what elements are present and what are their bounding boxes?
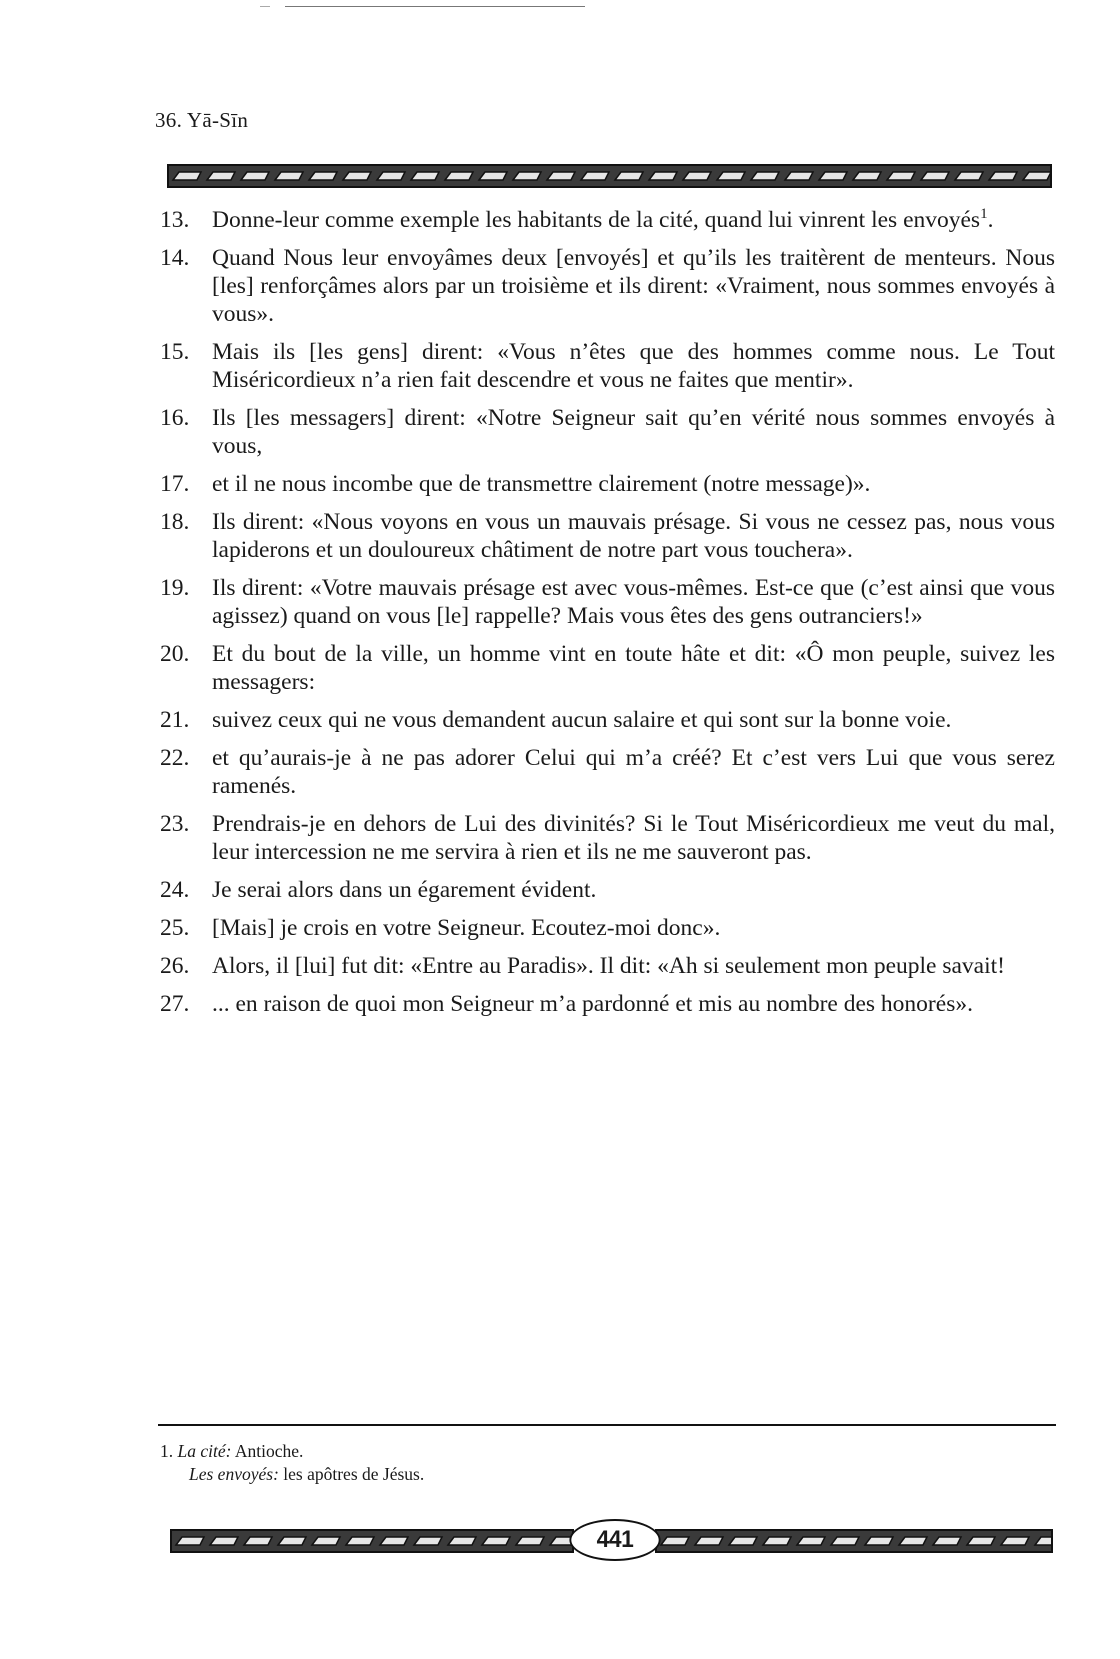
verse-body: Alors, il [lui] fut dit: «Entre au Paradis». Il dit: «Ah si seulement mon peuple savait! [212, 953, 1005, 979]
verse [160, 574, 1055, 630]
verse-body: Donne-leur comme exemple les habitants de la cité, quand lui vinrent les envoyés [212, 207, 981, 233]
footnote-text-1: Antioche. [234, 1441, 304, 1461]
verse [160, 952, 1055, 980]
verse-text [212, 706, 1055, 734]
verse-body: et qu’aurais-je à ne pas adorer Celui qui m’a créé? Et c’est vers Lui que vous serez ramenés. [212, 745, 1055, 799]
verse-body: Ils dirent: «Votre mauvais présage est avec vous-mêmes. Est-ce que (c’est ainsi que vous agissez) quand on vous [le] rappelle? Mais vous êtes des gens outranciers!» [212, 575, 1055, 629]
verse-text [212, 206, 1055, 234]
verse-number: 18. [160, 509, 190, 535]
verse-text [212, 810, 1055, 866]
footnote-text-2: les apôtres de Jésus. [283, 1464, 425, 1484]
verse-text [212, 244, 1055, 328]
decorative-border-top [167, 164, 1052, 188]
verse-body: Et du bout de la ville, un homme vint en toute hâte et dit: «Ô mon peuple, suivez les messagers: [212, 641, 1055, 695]
verse [160, 914, 1055, 942]
verse-text [212, 952, 1055, 980]
verse-text [212, 574, 1055, 630]
verse-number: 23. [160, 811, 190, 837]
verse [160, 706, 1055, 734]
verse-text [212, 470, 1055, 498]
verse [160, 508, 1055, 564]
verse-number: 20. [160, 641, 190, 667]
verse-body: Je serai alors dans un égarement évident. [212, 877, 597, 903]
verse [160, 876, 1055, 904]
verse-text [212, 640, 1055, 696]
footnote-1 [160, 1440, 1050, 1463]
verse [160, 404, 1055, 460]
verse-body: et il ne nous incombe que de transmettre clairement (notre message)». [212, 471, 871, 497]
verse-text [212, 744, 1055, 800]
footnote-number: 1. [160, 1441, 174, 1461]
footnote-reference: 1 [980, 206, 988, 223]
verse-number: 17. [160, 471, 190, 497]
verse-body: [Mais] je crois en votre Seigneur. Ecoutez-moi donc». [212, 915, 721, 941]
verse-number: 21. [160, 707, 190, 733]
verse-body: suivez ceux qui ne vous demandent aucun salaire et qui sont sur la bonne voie. [212, 707, 952, 733]
verse-text [212, 914, 1055, 942]
verse-text [212, 404, 1055, 460]
verse-text [212, 990, 1055, 1018]
verse-number: 14. [160, 245, 190, 271]
verse-body: ... en raison de quoi mon Seigneur m’a pardonné et mis au nombre des honorés». [212, 991, 973, 1017]
verse-text [212, 508, 1055, 564]
verse-number: 16. [160, 405, 190, 431]
verse [160, 744, 1055, 800]
verse-number: 15. [160, 339, 190, 365]
verse [160, 810, 1055, 866]
chain-pattern-bottom-right [657, 1531, 1051, 1551]
decorative-border-bottom-right [655, 1529, 1053, 1553]
verse-list [160, 206, 1055, 1028]
chain-pattern-top [169, 166, 1050, 186]
verse-body: Quand Nous leur envoyâmes deux [envoyés] et qu’ils les traitèrent de menteurs. Nous [les] renforçâmes alors par un troisième et ils dirent: «Vraiment, nous sommes envoyés à vous». [212, 245, 1055, 327]
verse-number: 13. [160, 207, 190, 233]
verse [160, 244, 1055, 328]
verse-number: 26. [160, 953, 190, 979]
scan-mark [260, 6, 270, 7]
verse-body: Ils [les messagers] dirent: «Notre Seigneur sait qu’en vérité nous sommes envoyés à vous, [212, 405, 1055, 459]
scan-edge-rule [285, 6, 585, 7]
verse-number: 22. [160, 745, 190, 771]
decorative-border-bottom-left [170, 1529, 574, 1553]
verse [160, 338, 1055, 394]
footnote-1-continuation [160, 1463, 1050, 1486]
verse-punctuation: . [987, 207, 994, 233]
verse [160, 470, 1055, 498]
verse [160, 990, 1055, 1018]
verse-text [212, 338, 1055, 394]
verse-number: 25. [160, 915, 190, 941]
page-header: 36. Yā-Sīn [155, 108, 249, 132]
verse-body: Ils dirent: «Nous voyons en vous un mauvais présage. Si vous ne cessez pas, nous vous lapiderons et un douloureux châtiment de notre part vous touchera». [212, 509, 1055, 563]
footnotes [160, 1440, 1050, 1486]
verse-body: Mais ils [les gens] dirent: «Vous n’êtes que des hommes comme nous. Le Tout Miséricordieux n’a rien fait descendre et vous ne faites que mentir». [212, 339, 1055, 393]
verse-number: 27. [160, 991, 190, 1017]
verse-number: 19. [160, 575, 190, 601]
verse-body: Prendrais-je en dehors de Lui des divinités? Si le Tout Miséricordieux me veut du mal, leur intercession ne me servira à rien et ils ne me sauveront pas. [212, 811, 1055, 865]
verse-text [212, 876, 1055, 904]
verse-number: 24. [160, 877, 190, 903]
chain-pattern-bottom-left [172, 1531, 572, 1551]
footnote-term-1: La cité: [177, 1441, 232, 1461]
verse [160, 640, 1055, 696]
footnote-divider [158, 1424, 1056, 1426]
footnote-term-2: Les envoyés: [189, 1464, 279, 1484]
page-number: 441 [569, 1519, 660, 1561]
verse [160, 206, 1055, 234]
